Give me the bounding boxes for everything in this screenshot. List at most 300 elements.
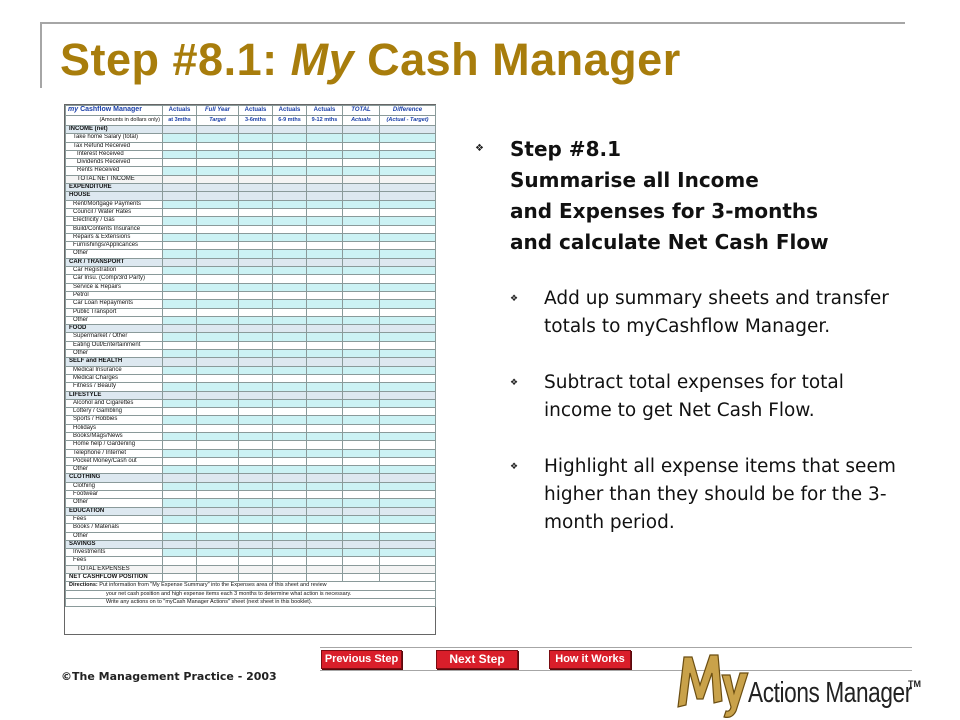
table-cell [343, 167, 380, 175]
table-cell [197, 524, 239, 532]
sheet-subtitle: (Amounts in dollars only) [66, 116, 163, 126]
table-cell [307, 300, 343, 308]
table-cell [239, 491, 273, 499]
table-cell [380, 250, 436, 258]
table-cell [239, 391, 273, 399]
table-cell [239, 565, 273, 573]
table-cell [343, 200, 380, 208]
table-cell [343, 540, 380, 548]
row-label: Fitness / Beauty [66, 383, 163, 391]
table-cell [380, 233, 436, 241]
table-cell [273, 341, 307, 349]
table-cell [163, 316, 197, 324]
table-cell [273, 449, 307, 457]
row-label: Furnishings/Applicances [66, 242, 163, 250]
table-cell [307, 399, 343, 407]
table-cell [307, 167, 343, 175]
table-cell [307, 507, 343, 515]
table-cell [197, 250, 239, 258]
table-cell [343, 549, 380, 557]
row-label: Investments [66, 549, 163, 557]
table-cell [380, 408, 436, 416]
table-cell [343, 316, 380, 324]
title-suffix: Cash Manager [354, 34, 681, 85]
table-cell [163, 126, 197, 134]
table-cell [239, 466, 273, 474]
table-row [66, 134, 436, 142]
table-cell [307, 416, 343, 424]
title-my: My [290, 34, 355, 85]
table-cell [307, 557, 343, 565]
row-label: Other [66, 250, 163, 258]
row-label: Repairs & Extensions [66, 233, 163, 241]
table-cell [239, 134, 273, 142]
sub-bullet-subtract [475, 369, 915, 425]
column-subheader: 3-6mths [239, 116, 273, 126]
directions-text: your net cash position and high expense items each 3 months to determine what action is necessary. [106, 590, 352, 597]
sub-bullet-add-up [475, 285, 915, 341]
table-cell [380, 308, 436, 316]
diamond-bullet-icon: ❖ [510, 294, 519, 304]
table-cell [197, 192, 239, 200]
table-cell [273, 383, 307, 391]
sheet-title-rest: Cashflow Manager [78, 106, 142, 114]
table-cell [239, 291, 273, 299]
row-label: Footwear [66, 491, 163, 499]
table-cell [380, 391, 436, 399]
table-cell [163, 333, 197, 341]
table-cell [197, 391, 239, 399]
table-cell [343, 457, 380, 465]
table-cell [343, 532, 380, 540]
table-cell [273, 466, 307, 474]
table-cell [307, 316, 343, 324]
table-cell [239, 515, 273, 523]
table-cell [380, 350, 436, 358]
table-cell [197, 233, 239, 241]
sub-bullet-highlight [475, 453, 915, 537]
table-cell [307, 358, 343, 366]
table-cell [343, 350, 380, 358]
table-row [66, 482, 436, 490]
table-cell [380, 217, 436, 225]
table-cell [380, 466, 436, 474]
row-label: NET CASHFLOW POSITION [66, 574, 163, 582]
table-cell [239, 557, 273, 565]
table-cell [163, 250, 197, 258]
table-cell [163, 515, 197, 523]
table-cell [163, 491, 197, 499]
row-label: Fees [66, 557, 163, 565]
table-row [66, 524, 436, 532]
table-cell [307, 374, 343, 382]
table-cell [380, 316, 436, 324]
table-cell [197, 432, 239, 440]
table-cell [380, 159, 436, 167]
table-cell [307, 325, 343, 333]
row-label: Service & Repairs [66, 283, 163, 291]
table-cell [239, 374, 273, 382]
table-cell [380, 126, 436, 134]
table-row [66, 432, 436, 440]
table-cell [163, 366, 197, 374]
table-row [66, 383, 436, 391]
table-cell [343, 267, 380, 275]
table-cell [163, 549, 197, 557]
table-row [66, 540, 436, 548]
table-cell [239, 242, 273, 250]
table-row [66, 391, 436, 399]
left-rule [40, 22, 42, 88]
table-row [66, 217, 436, 225]
table-cell [307, 258, 343, 266]
table-cell [239, 383, 273, 391]
table-cell [273, 175, 307, 183]
table-cell [307, 291, 343, 299]
table-cell [273, 374, 307, 382]
table-cell [380, 150, 436, 158]
table-cell [197, 300, 239, 308]
table-cell [343, 515, 380, 523]
table-cell [239, 267, 273, 275]
table-cell [307, 515, 343, 523]
table-cell [343, 466, 380, 474]
sub-bullet-text: Add up summary sheets and transfer totals to myCashflow Manager. [544, 288, 889, 337]
previous-step-button[interactable]: Previous Step [321, 650, 402, 669]
table-cell [380, 333, 436, 341]
table-cell [343, 341, 380, 349]
table-cell [343, 192, 380, 200]
table-cell [380, 275, 436, 283]
table-cell [239, 275, 273, 283]
table-row [66, 374, 436, 382]
table-cell [273, 250, 307, 258]
row-label: Interest Received [66, 150, 163, 158]
table-cell [239, 449, 273, 457]
table-cell [273, 491, 307, 499]
table-cell [197, 507, 239, 515]
table-row [66, 291, 436, 299]
table-cell [380, 491, 436, 499]
table-cell [273, 540, 307, 548]
table-cell [163, 291, 197, 299]
row-label: SELF and HEALTH [66, 358, 163, 366]
table-row [66, 126, 436, 134]
table-cell [380, 225, 436, 233]
table-cell [307, 208, 343, 216]
row-label: Books/Mags/News [66, 432, 163, 440]
table-cell [380, 366, 436, 374]
table-cell [239, 333, 273, 341]
table-cell [380, 142, 436, 150]
row-label: Other [66, 350, 163, 358]
table-row [66, 441, 436, 449]
table-cell [239, 358, 273, 366]
table-cell [343, 150, 380, 158]
table-cell [380, 175, 436, 183]
table-cell [380, 291, 436, 299]
table-cell [343, 574, 380, 582]
table-row [66, 549, 436, 557]
table-cell [197, 258, 239, 266]
table-row [66, 184, 436, 192]
table-cell [273, 275, 307, 283]
diamond-bullet-icon: ❖ [510, 462, 519, 472]
table-cell [307, 524, 343, 532]
table-cell [307, 549, 343, 557]
row-label: Petrol [66, 291, 163, 299]
table-row [66, 308, 436, 316]
table-cell [197, 308, 239, 316]
table-cell [163, 167, 197, 175]
table-cell [343, 126, 380, 134]
directions-label: Directions: [69, 582, 98, 589]
row-label: TOTAL EXPENSES [66, 565, 163, 573]
table-cell [380, 549, 436, 557]
table-cell [343, 242, 380, 250]
table-row [66, 192, 436, 200]
table-cell [197, 283, 239, 291]
table-cell [197, 441, 239, 449]
table-cell [307, 491, 343, 499]
column-subheader: at 3mths [163, 116, 197, 126]
table-cell [343, 391, 380, 399]
table-cell [307, 341, 343, 349]
table-cell [273, 126, 307, 134]
table-cell [307, 134, 343, 142]
table-cell [307, 217, 343, 225]
column-header: Actuals [239, 106, 273, 116]
table-row [66, 208, 436, 216]
table-cell [380, 341, 436, 349]
table-row [66, 325, 436, 333]
table-cell [197, 350, 239, 358]
row-label: Lottery / Gambling [66, 408, 163, 416]
table-cell [197, 374, 239, 382]
column-subheader: (Actual - Target) [380, 116, 436, 126]
table-cell [380, 383, 436, 391]
table-cell [343, 482, 380, 490]
table-row [66, 175, 436, 183]
table-cell [197, 316, 239, 324]
table-cell [307, 192, 343, 200]
table-cell [273, 515, 307, 523]
table-cell [380, 399, 436, 407]
table-cell [343, 325, 380, 333]
directions-cell [66, 598, 436, 606]
table-cell [239, 225, 273, 233]
table-cell [380, 540, 436, 548]
row-label: Rent/Mortgage Payments [66, 200, 163, 208]
main-bullet [475, 134, 915, 258]
table-cell [197, 557, 239, 565]
table-cell [343, 358, 380, 366]
table-cell [343, 366, 380, 374]
table-cell [307, 142, 343, 150]
table-cell [273, 333, 307, 341]
row-label: Other [66, 532, 163, 540]
table-cell [380, 507, 436, 515]
table-cell [343, 291, 380, 299]
title-prefix: Step #8.1: [60, 34, 291, 85]
table-cell [380, 325, 436, 333]
table-row [66, 466, 436, 474]
table-cell [273, 308, 307, 316]
table-cell [163, 557, 197, 565]
table-cell [273, 532, 307, 540]
table-cell [273, 150, 307, 158]
table-cell [307, 366, 343, 374]
table-cell [307, 466, 343, 474]
table-cell [163, 150, 197, 158]
table-cell [239, 499, 273, 507]
table-cell [163, 184, 197, 192]
table-cell [273, 167, 307, 175]
table-cell [197, 449, 239, 457]
row-label: Books / Materials [66, 524, 163, 532]
row-label: FOOD [66, 325, 163, 333]
table-cell [197, 167, 239, 175]
next-step-button[interactable]: Next Step [436, 650, 518, 669]
table-cell [380, 499, 436, 507]
table-cell [197, 333, 239, 341]
table-cell [197, 565, 239, 573]
table-cell [307, 159, 343, 167]
table-cell [307, 499, 343, 507]
table-cell [197, 217, 239, 225]
table-cell [239, 549, 273, 557]
table-cell [163, 474, 197, 482]
table-cell [380, 374, 436, 382]
cashflow-spreadsheet [64, 104, 436, 635]
table-cell [307, 540, 343, 548]
table-row [66, 574, 436, 582]
table-cell [163, 258, 197, 266]
table-cell [239, 540, 273, 548]
table-cell [307, 565, 343, 573]
table-cell [163, 441, 197, 449]
table-cell [163, 524, 197, 532]
table-cell [273, 557, 307, 565]
column-subheader: Actuals [343, 116, 380, 126]
top-rule [40, 22, 905, 24]
row-label: Eating Out/Entertainment [66, 341, 163, 349]
table-cell [239, 217, 273, 225]
row-label: Car Loan Repayments [66, 300, 163, 308]
table-cell [343, 432, 380, 440]
table-cell [380, 242, 436, 250]
table-cell [163, 399, 197, 407]
table-row [66, 515, 436, 523]
table-cell [163, 432, 197, 440]
table-cell [307, 391, 343, 399]
table-cell [163, 325, 197, 333]
table-cell [380, 134, 436, 142]
directions-row [66, 598, 436, 606]
table-cell [307, 441, 343, 449]
row-label: CLOTHING [66, 474, 163, 482]
table-row [66, 225, 436, 233]
directions-row [66, 582, 436, 590]
table-cell [239, 233, 273, 241]
table-cell [239, 283, 273, 291]
table-cell [163, 225, 197, 233]
table-cell [163, 175, 197, 183]
table-cell [343, 449, 380, 457]
table-cell [307, 250, 343, 258]
table-cell [380, 200, 436, 208]
table-cell [163, 233, 197, 241]
table-row [66, 408, 436, 416]
table-cell [239, 126, 273, 134]
table-cell [273, 225, 307, 233]
row-label: Pocket Money/Cash out [66, 457, 163, 465]
table-row [66, 350, 436, 358]
table-row [66, 242, 436, 250]
table-cell [380, 474, 436, 482]
table-cell [343, 557, 380, 565]
table-cell [307, 308, 343, 316]
table-row [66, 449, 436, 457]
row-label: Home help / Gardening [66, 441, 163, 449]
row-label: INCOME (net) [66, 126, 163, 134]
table-cell [273, 200, 307, 208]
table-row [66, 491, 436, 499]
content-bullets [475, 134, 915, 537]
table-cell [273, 391, 307, 399]
table-cell [197, 491, 239, 499]
main-bullet-line: and calculate Net Cash Flow [510, 230, 829, 254]
table-row [66, 333, 436, 341]
sub-bullet-text: Highlight all expense items that seem higher than they should be for the 3-month period. [544, 456, 896, 533]
table-cell [307, 333, 343, 341]
main-bullet-line: Step #8.1 [510, 137, 621, 161]
how-it-works-button[interactable]: How it Works [549, 650, 631, 669]
column-header: Actuals [273, 106, 307, 116]
table-cell [197, 466, 239, 474]
table-cell [197, 549, 239, 557]
table-cell [239, 167, 273, 175]
table-cell [239, 350, 273, 358]
table-cell [343, 233, 380, 241]
table-cell [163, 341, 197, 349]
table-cell [307, 275, 343, 283]
table-cell [163, 424, 197, 432]
table-cell [163, 159, 197, 167]
table-cell [197, 482, 239, 490]
table-cell [380, 524, 436, 532]
table-cell [307, 283, 343, 291]
table-cell [343, 499, 380, 507]
row-label: Car Insu. (Comp/3rd Party) [66, 275, 163, 283]
table-cell [163, 192, 197, 200]
row-label: Telephone / Internet [66, 449, 163, 457]
directions-text: Write any actions on to "myCash Manager Actions" sheet (next sheet in this booklet). [106, 598, 313, 605]
table-cell [343, 565, 380, 573]
table-cell [307, 482, 343, 490]
table-cell [273, 134, 307, 142]
table-cell [307, 200, 343, 208]
row-label: Other [66, 499, 163, 507]
table-cell [239, 366, 273, 374]
table-cell [273, 142, 307, 150]
table-cell [163, 457, 197, 465]
column-subheader: 6-9 mths [273, 116, 307, 126]
table-cell [197, 574, 239, 582]
table-row [66, 457, 436, 465]
row-label: HOUSE [66, 192, 163, 200]
table-cell [239, 482, 273, 490]
